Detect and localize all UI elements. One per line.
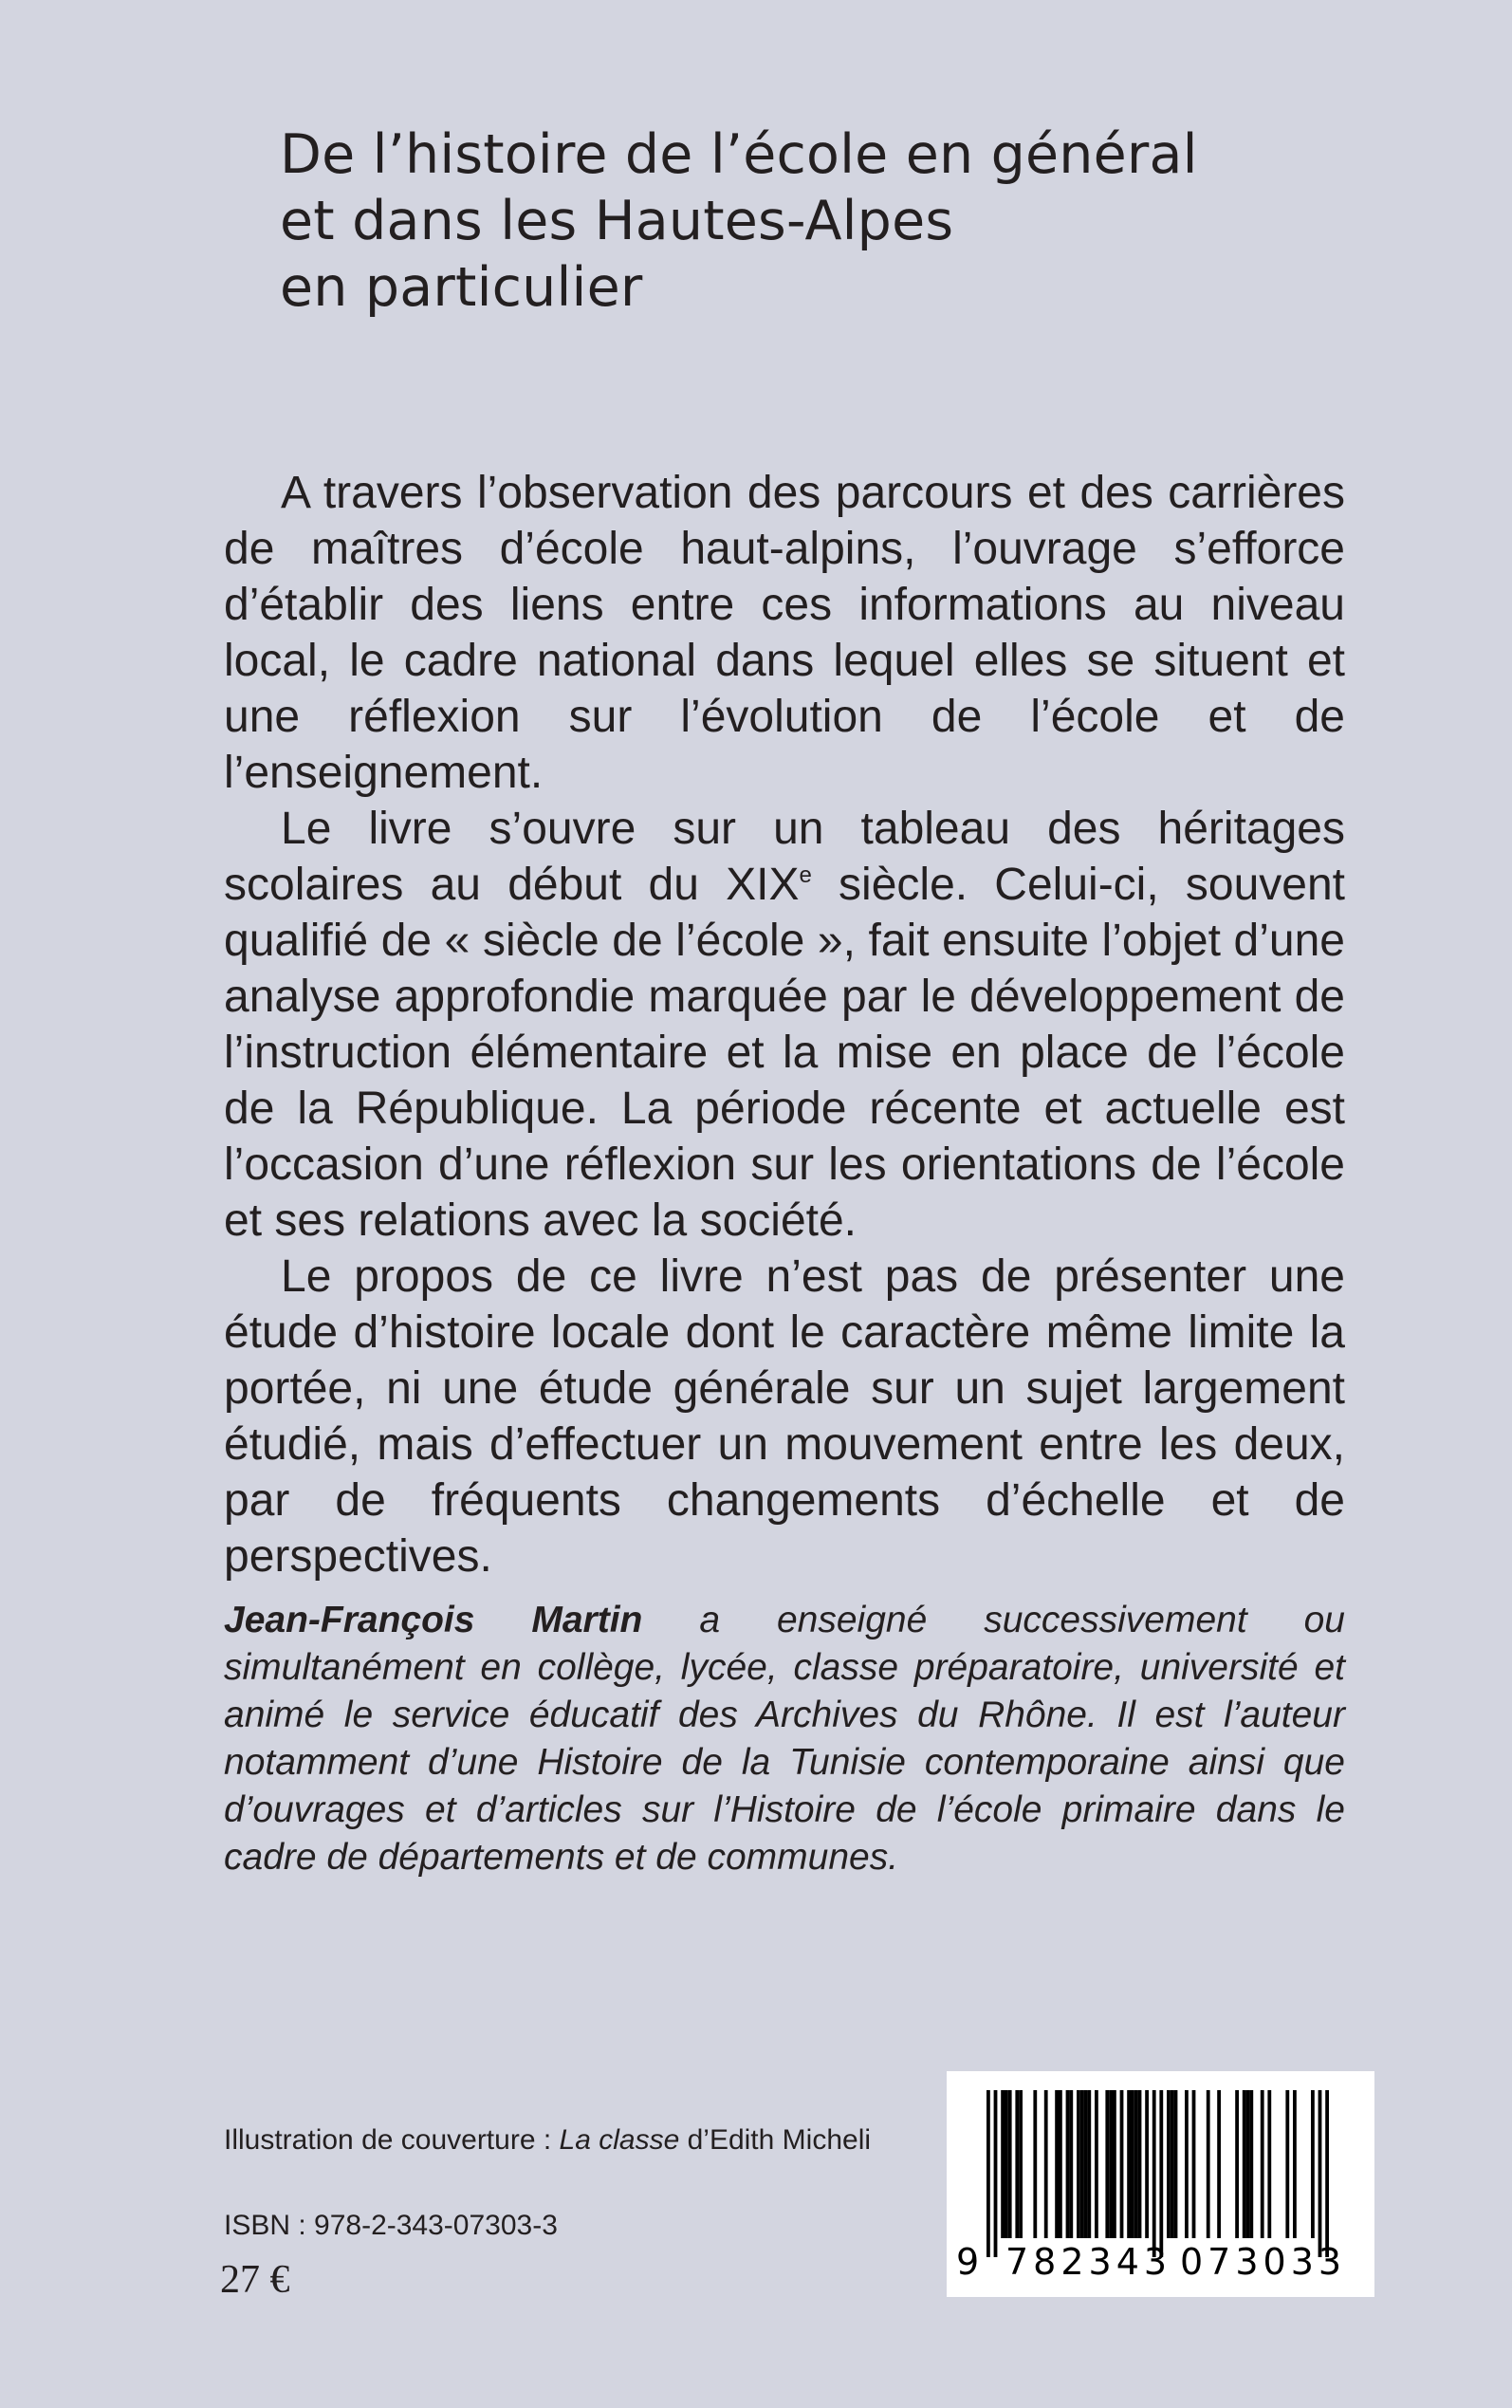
- barcode-bar: [1249, 2090, 1253, 2238]
- barcode-bar: [1152, 2090, 1156, 2257]
- barcode-bar: [1246, 2090, 1250, 2238]
- barcode-bar: [1145, 2090, 1149, 2238]
- barcode-bar: [1066, 2090, 1070, 2238]
- barcode-first-digit: 9: [956, 2241, 980, 2283]
- barcode-bar: [1217, 2090, 1221, 2238]
- barcode-label: [947, 2071, 1374, 2297]
- barcode-bar: [1192, 2090, 1196, 2238]
- barcode-bar: [1285, 2090, 1289, 2238]
- barcode-bar: [1095, 2090, 1098, 2238]
- barcode-bar: [1159, 2090, 1163, 2257]
- barcode-digits: [947, 2238, 1374, 2286]
- barcode-bar: [1235, 2090, 1239, 2238]
- title-line-3: en particulier: [280, 256, 643, 319]
- barcode-bar: [1080, 2090, 1084, 2238]
- barcode-left-group: 782343: [1005, 2241, 1172, 2283]
- barcode-bar: [1109, 2090, 1113, 2238]
- barcode-bar: [1243, 2090, 1246, 2238]
- barcode-bar: [1185, 2090, 1189, 2238]
- barcode-bar: [1005, 2090, 1008, 2238]
- barcode-bar: [1138, 2090, 1142, 2238]
- barcode-bar: [1044, 2090, 1048, 2238]
- barcode-bar: [1325, 2090, 1329, 2257]
- title-line-2: et dans les Hautes-Alpes: [280, 190, 954, 252]
- barcode-bar: [1059, 2090, 1062, 2238]
- barcode-bar: [1318, 2090, 1322, 2257]
- summary-paragraph-2: [224, 801, 1345, 1249]
- barcode-bar: [1113, 2090, 1116, 2238]
- barcode-bar: [1127, 2090, 1131, 2238]
- author-biography: [224, 1597, 1345, 1881]
- barcode-bar: [1033, 2090, 1037, 2238]
- isbn-text: ISBN : 978-2-343-07303-3: [224, 2210, 558, 2241]
- barcode-bar: [1131, 2090, 1134, 2238]
- barcode-bar: [1019, 2090, 1023, 2238]
- barcode-bar: [1015, 2090, 1019, 2238]
- barcode-bar: [994, 2090, 998, 2257]
- barcode-right-group: 073033: [1180, 2241, 1347, 2283]
- barcode-bar: [986, 2090, 990, 2257]
- barcode-bar: [1084, 2090, 1088, 2238]
- author-name: Jean-François Martin: [224, 1600, 643, 1640]
- book-title: [280, 121, 1371, 321]
- summary-paragraph-3: Le propos de ce livre n’est pas de présenter une étude d’histoire locale dont le caractère même limite la portée, ni une étude générale sur un sujet largement étudié, mais d’effectuer un mouvement entre les deux, par de fréquents changements d’échelle et de perspectives.: [224, 1251, 1345, 1582]
- barcode-bar: [1001, 2090, 1005, 2238]
- barcode-bar: [1134, 2090, 1138, 2238]
- barcode-bar: [1174, 2090, 1178, 2238]
- barcode-bar: [1293, 2090, 1297, 2238]
- barcode-bar: [1120, 2090, 1124, 2238]
- cover-illustration-credit: [224, 2121, 871, 2159]
- artwork-title: La classe: [559, 2124, 680, 2156]
- title-line-1: De l’histoire de l’école en général: [280, 123, 1198, 186]
- barcode-bar: [1167, 2090, 1171, 2238]
- credit-artist: d’Edith Micheli: [679, 2124, 872, 2156]
- summary-paragraph-2-end: siècle. Celui-ci, souvent qualifié de « siècle de l’école », fait ensuite l’objet d’une analyse approfondie marquée par le développement de l’instruction élémentaire et la mise en place de l’école de la République. La période récente et actuelle est l’occasion d’une réflexion sur les orientations de l’école et ses relations avec la société.: [224, 860, 1345, 1246]
- barcode-bar: [1267, 2090, 1271, 2238]
- barcode-bar: [1171, 2090, 1174, 2238]
- barcode-bar: [1008, 2090, 1012, 2238]
- barcode-bar: [1087, 2090, 1091, 2238]
- century-superscript: e: [799, 862, 812, 888]
- barcode-bar: [1077, 2090, 1080, 2238]
- book-summary: [224, 465, 1345, 1584]
- summary-paragraph-2-start: Le livre s’ouvre sur un tableau des héritages scolaires au début du XIX: [224, 804, 1345, 910]
- credit-prefix: Illustration de couverture :: [224, 2124, 560, 2156]
- barcode-bar: [1261, 2090, 1264, 2238]
- barcode-bar: [1311, 2090, 1315, 2238]
- barcode-bar: [1069, 2090, 1073, 2238]
- barcode-bar: [1055, 2090, 1059, 2238]
- price-text: 27 €: [220, 2258, 290, 2302]
- author-bio-text: a enseigné successivement ou simultanément en collège, lycée, classe préparatoire, université et animé le service éducatif des Archives du Rhône. Il est l’auteur notamment d’une Histoire de la Tunisie contemporaine ainsi que d’ouvrages et d’articles sur l’Histoire de l’école primaire dans le cadre de départements et de communes.: [224, 1600, 1345, 1878]
- summary-paragraph-1: A travers l’observation des parcours et des carrières de maîtres d’école haut-alpins, l’ouvrage s’efforce d’établir des liens entre ces informations au niveau local, le cadre national dans lequel elles se situent et une réflexion sur l’évolution de l’école et de l’enseignement.: [224, 468, 1345, 798]
- barcode-bar: [1105, 2090, 1109, 2238]
- barcode-bar: [1207, 2090, 1210, 2238]
